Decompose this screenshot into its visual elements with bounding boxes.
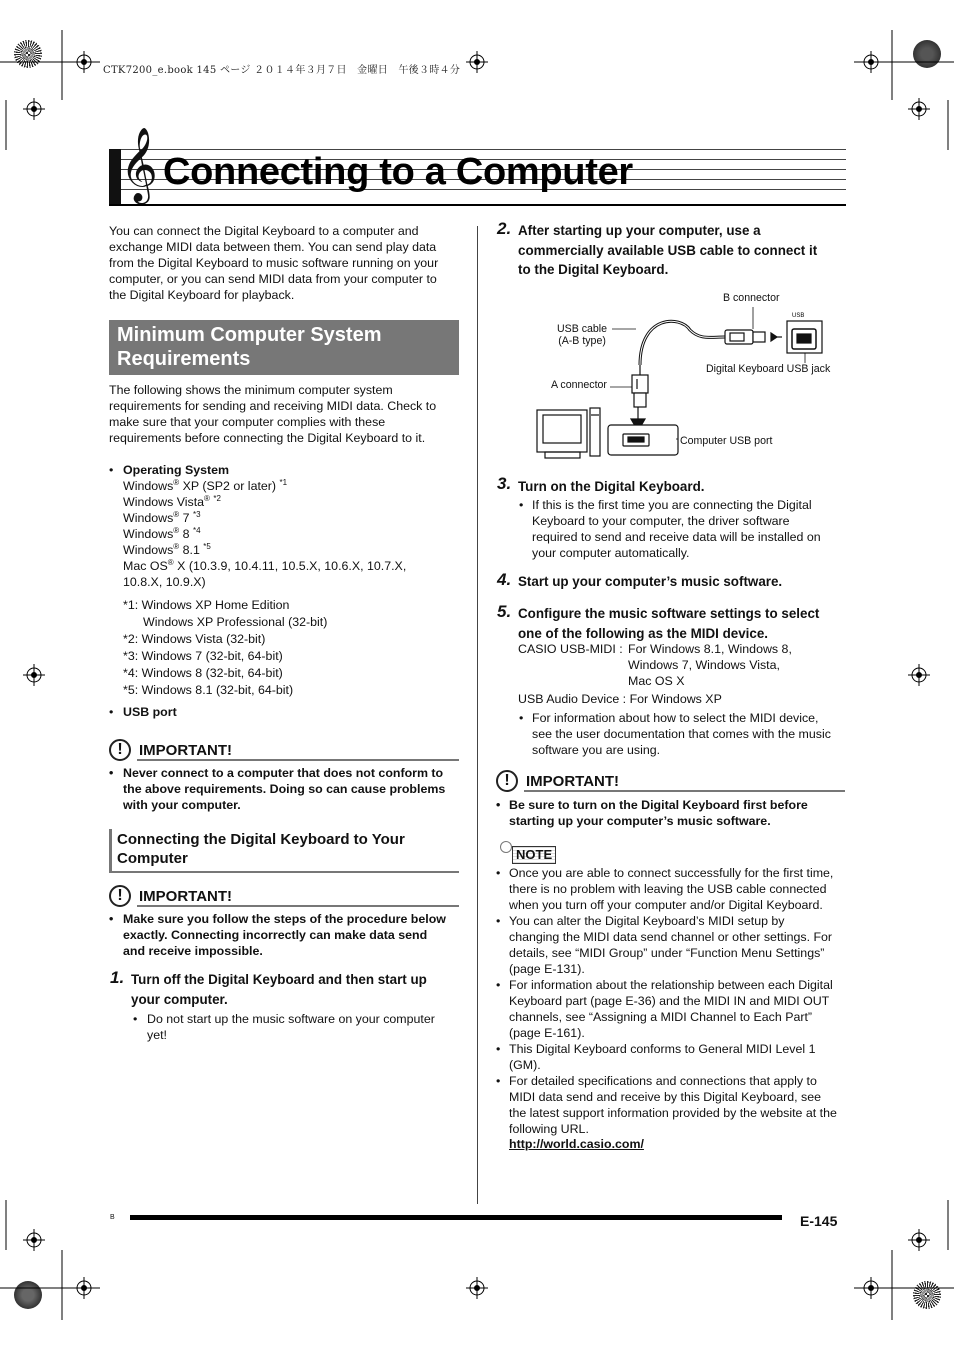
step-number: 2. <box>497 219 512 238</box>
footnotes: *1: Windows XP Home Edition Windows XP Professional (32-bit) *2: Windows Vista (32-bit) *3: Windows 7 (32-bit, 64-bit) *4: Windows 8 (32-bit, 64-bit) *5: Windows 8.1 (32-bit, 64-bit) <box>123 598 328 697</box>
warning-icon: ! <box>109 885 131 907</box>
footer-bar <box>130 1215 782 1220</box>
usb-cable-label: USB cable (A-B type) <box>557 323 608 347</box>
usb-connection-diagram <box>490 285 850 465</box>
important-callout: ! IMPORTANT! <box>109 739 459 765</box>
footer-mark: B <box>110 1214 115 1221</box>
midi-device-usb-audio: USB Audio Device : For Windows XP <box>518 692 722 706</box>
a-connector-label: A connector <box>551 379 607 391</box>
os-item: Windows® XP (SP2 or later) $^{*1}$ <box>123 477 288 493</box>
os-items <box>123 478 406 574</box>
step-number: 1. <box>110 968 125 987</box>
b-connector-label: B connector <box>723 292 780 304</box>
intro-paragraph: You can connect the Digital Keyboard to a computer and exchange MIDI data between them. You can send play data from the Digital Keyboard to music software running on your computer, or you can send MIDI data from your computer to the Digital Keyboard for playback. <box>109 224 439 302</box>
os-item: Windows® 7 $^{*3}$ <box>123 509 201 525</box>
warning-icon: ! <box>496 770 518 792</box>
os-item: Windows Vista® $^{*2}$ <box>123 493 221 509</box>
os-item: Windows® 8 $^{*4}$ <box>123 525 201 541</box>
os-item: Mac OS® X (10.3.9, 10.4.11, 10.5.X, 10.6.X, 10.7.X, <box>123 557 407 573</box>
os-label: Operating System <box>123 463 230 477</box>
usb-label: USB <box>792 313 805 319</box>
min-req-paragraph: The following shows the minimum computer system requirements for sending and receiving MIDI data. Check to make sure that your computer complies with these requirements before connecting the Digital Keyboard to it. <box>109 383 437 445</box>
page-number: E-145 <box>800 1213 838 1229</box>
step-number: 4. <box>497 570 512 589</box>
step-2-text: After starting up your computer, use a commercially available USB cable to connect it to the Digital Keyboard. <box>518 223 818 277</box>
os-mac-cont: 10.8.X, 10.9.X) <box>123 575 206 589</box>
subsection-heading-connecting: Connecting the Digital Keyboard to Your Computer <box>109 829 459 873</box>
os-item: Windows® 8.1 $^{*5}$ <box>123 541 211 557</box>
note-item: • Once you are able to connect successfully for the first time, there is no problem with leaving the USB cable connected when you turn off your computer and/or Digital Keyboard. <box>496 866 834 912</box>
title-rule <box>109 204 846 206</box>
treble-clef-icon: 𝄞 <box>120 128 158 202</box>
note-item: • For information about the relationship between each Digital Keyboard part (page E-36) and the MIDI IN and MIDI OUT channels, see “Assigning a MIDI Channel to Each Part” (page E-161). <box>496 978 833 1040</box>
step-number: 5. <box>497 602 512 621</box>
casio-url-link[interactable]: http://world.casio.com/ <box>509 1137 644 1151</box>
section-heading-min-req: Minimum Computer System Requirements <box>109 320 459 375</box>
midi-device-casio-os: For Windows 8.1, Windows 8, Windows 7, Windows Vista, Mac OS X <box>628 642 792 688</box>
keyboard-jack-label: Digital Keyboard USB jack <box>706 363 831 375</box>
note-item: • You can alter the Digital Keyboard’s MIDI setup by changing the MIDI data send channel or other settings. For details, see “MIDI Group” under “Function Menu Settings” (page E-131). <box>496 914 833 976</box>
note-item: • This Digital Keyboard conforms to General MIDI Level 1 (GM). <box>496 1042 816 1072</box>
step-5-text: Configure the music software settings to select one of the following as the MIDI device. <box>518 606 820 641</box>
notes-list <box>496 865 850 1137</box>
midi-device-casio: CASIO USB-MIDI : <box>518 642 623 656</box>
warning-icon: ! <box>109 739 131 761</box>
important-callout: ! IMPORTANT! <box>496 770 846 796</box>
step-1-text: Turn off the Digital Keyboard and then start up your computer. <box>131 972 427 1007</box>
note-magnifier-icon <box>500 841 512 853</box>
note-item: • For detailed specifications and connections that apply to MIDI data send and receive by this Digital Keyboard, see the latest support information provided by the website at the following URL. <box>496 1074 837 1136</box>
note-callout: NOTE <box>500 841 560 863</box>
important-callout: ! IMPORTANT! <box>109 885 459 911</box>
computer-port-label: Computer USB port <box>680 435 773 447</box>
page-title: Connecting to a Computer <box>163 151 633 193</box>
step-number: 3. <box>497 474 512 493</box>
column-divider <box>477 226 478 1204</box>
step-4-text: Start up your computer’s music software. <box>518 574 783 589</box>
print-header: CTK7200_e.book 145 ページ ２０１４年３月７日 金曜日 午後３時４分 <box>103 65 461 76</box>
step-3-text: Turn on the Digital Keyboard. <box>518 479 705 494</box>
